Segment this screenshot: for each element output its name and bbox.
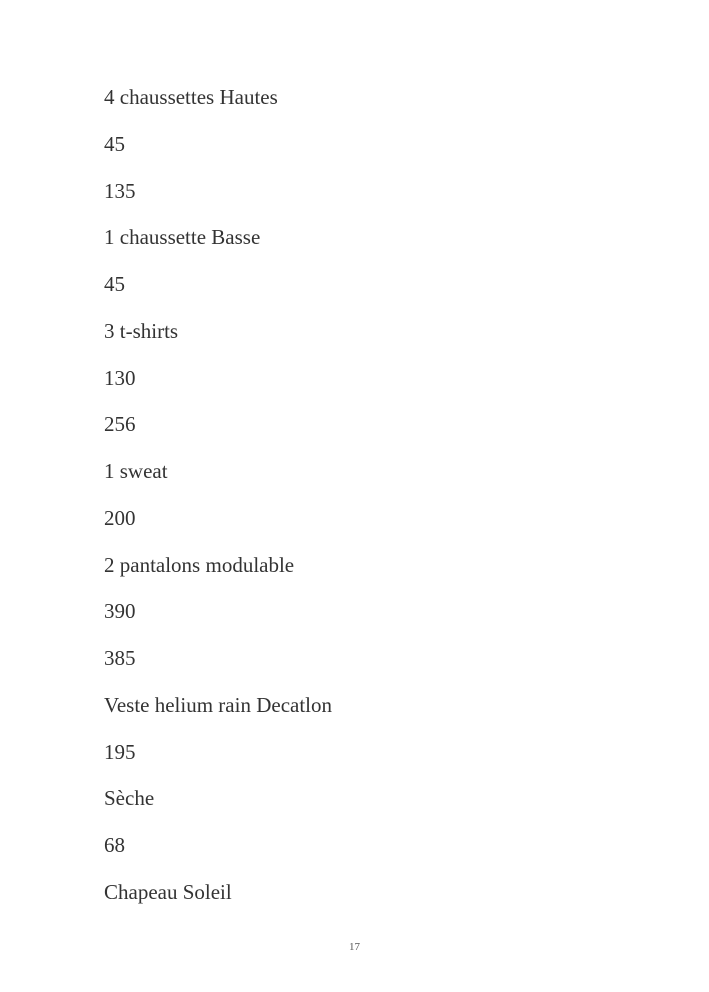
- list-item: 3 t-shirts: [104, 318, 179, 343]
- list-item: 385: [104, 646, 136, 670]
- list-item: 390: [104, 599, 136, 624]
- list-item: 1 chaussette Basse: [104, 225, 261, 250]
- list-item: 4 chaussettes Hautes: [104, 85, 278, 109]
- list-item: 200: [104, 505, 136, 530]
- list-item: 2 pantalons modulable: [104, 552, 295, 577]
- list-item: Chapeau Soleil: [104, 879, 232, 904]
- list-item: Veste helium rain Decatlon: [104, 692, 333, 717]
- list-item: 1 sweat: [104, 459, 168, 483]
- list-item: 45: [104, 131, 125, 156]
- page-number: 17: [349, 941, 360, 953]
- list-item: 195: [104, 739, 136, 764]
- list-item: 256: [104, 412, 136, 437]
- list-item: 135: [104, 178, 136, 203]
- list-item: 130: [104, 365, 136, 390]
- list-item: 45: [104, 272, 125, 296]
- item-list: [104, 82, 332, 924]
- list-item: Sèche: [104, 786, 155, 811]
- list-item: 68: [104, 833, 125, 857]
